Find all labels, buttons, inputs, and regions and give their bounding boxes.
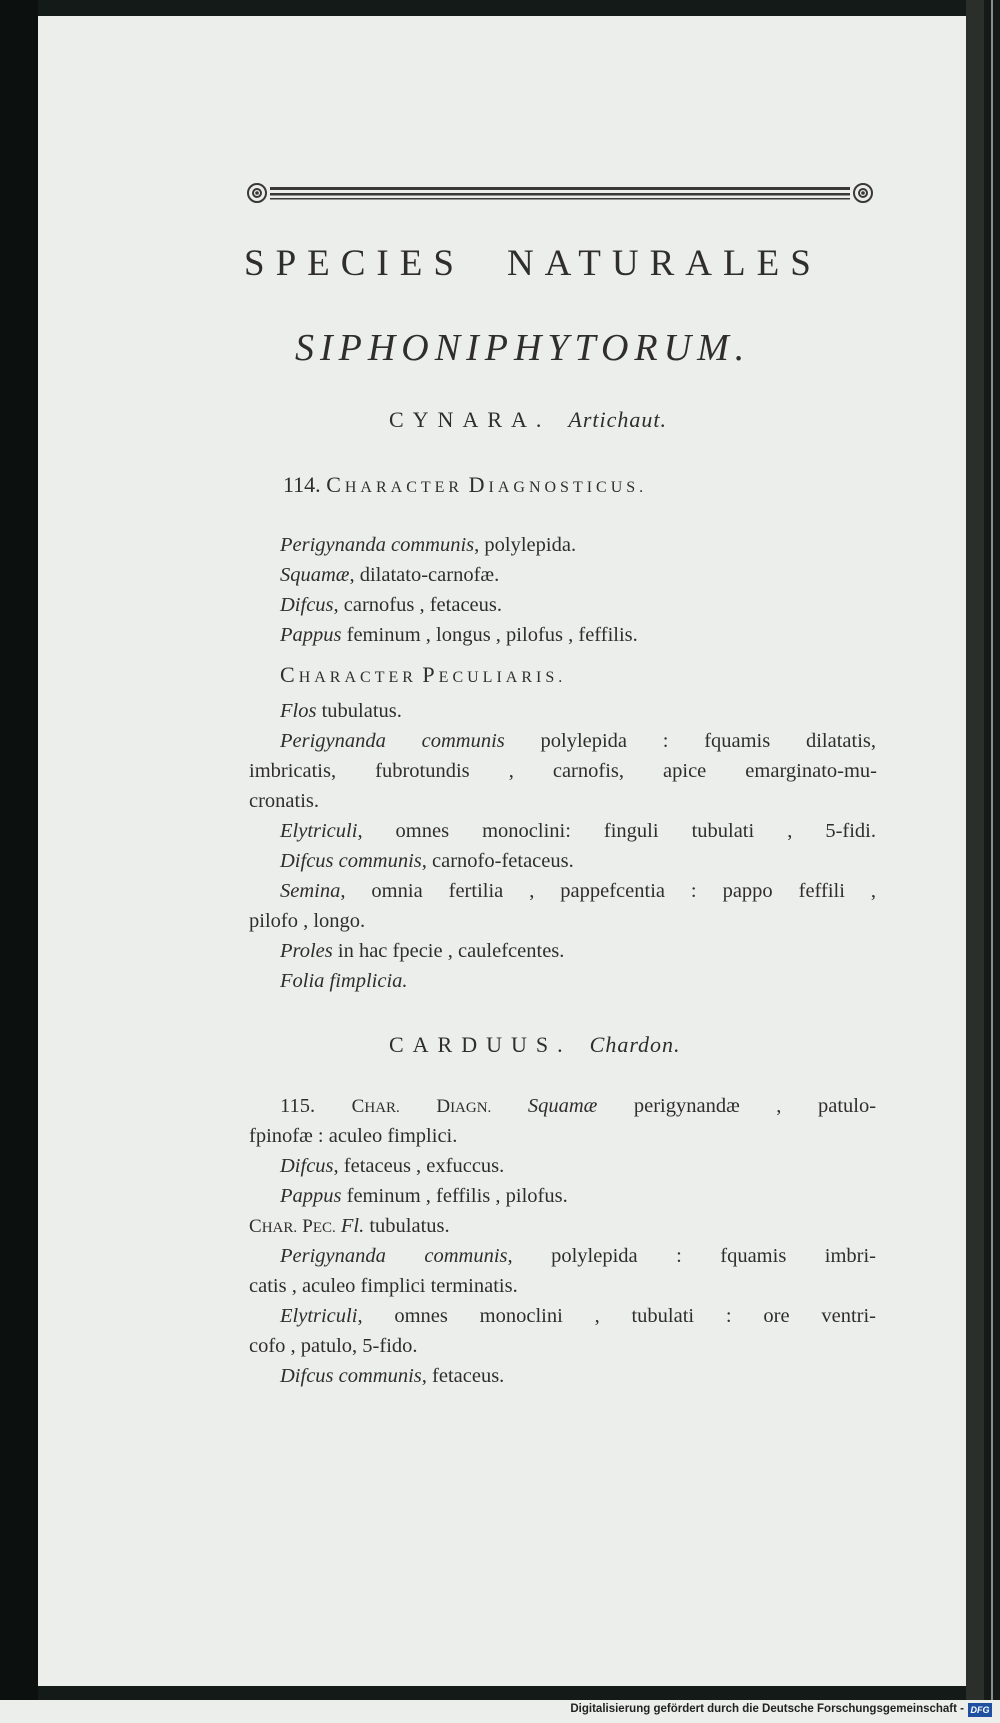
text-line: Difcus communis, fetaceus. bbox=[280, 1365, 505, 1387]
page-subtitle: SIPHONIPHYTORUM. bbox=[295, 327, 751, 369]
text-line: Difcus, fetaceus , exfuccus. bbox=[280, 1155, 505, 1177]
genus-heading-carduus: CARDUUS. Chardon. bbox=[389, 1032, 681, 1057]
funding-credit: Digitalisierung gefördert durch die Deutsche Forschungsgemeinschaft - bbox=[570, 1703, 964, 1715]
page-title: SPECIES NATURALES bbox=[244, 243, 822, 284]
scan-left-margin bbox=[0, 0, 38, 1723]
text-line: Perigynanda communis polylepida : fquamis dilatatis, bbox=[280, 730, 876, 752]
decorative-rule-ornament bbox=[240, 176, 880, 210]
text-line: cronatis. bbox=[249, 790, 320, 812]
text-line: Folia fimplicia. bbox=[280, 970, 408, 992]
text-line: Difcus, carnofus , fetaceus. bbox=[280, 594, 503, 616]
scan-right-margin bbox=[966, 0, 984, 1723]
text-line: Pappus feminum , longus , pilofus , feffilis. bbox=[280, 624, 638, 646]
text-line: catis , aculeo fimplici terminatis. bbox=[249, 1275, 518, 1297]
text-line: Squamæ, dilatato-carnofæ. bbox=[280, 564, 500, 586]
digitization-footer bbox=[0, 1700, 1000, 1723]
text-line: Flos tubulatus. bbox=[280, 700, 402, 722]
text-line: imbricatis, fubrotundis , carnofis, apice emarginato-mu- bbox=[249, 760, 877, 782]
text-line: Elytriculi, omnes monoclini , tubulati : ore ventri- bbox=[280, 1305, 876, 1327]
dfg-logo: DFG bbox=[968, 1703, 992, 1717]
diagnostic-heading: 114. CHARACTER DIAGNOSTICUS. bbox=[283, 472, 648, 497]
peculiar-heading: CHARACTER PECULIARIS. bbox=[280, 662, 567, 687]
text-line: Difcus communis, carnofo-fetaceus. bbox=[280, 850, 574, 872]
scan-edge-line bbox=[991, 0, 993, 1723]
text-line: Elytriculi, omnes monoclini: finguli tubulati , 5-fidi. bbox=[280, 820, 876, 842]
text-line: 115. CHAR. DIAGN. Squamæ perigynandæ , patulo- bbox=[280, 1095, 877, 1117]
text-line: Proles in hac fpecie , caulefcentes. bbox=[280, 940, 565, 962]
text-line: Perigynanda communis, polylepida. bbox=[280, 534, 577, 556]
text-line: Perigynanda communis, polylepida : fquamis imbri- bbox=[280, 1245, 877, 1267]
text-line: Semina, omnia fertilia , pappefcentia : pappo feffili , bbox=[280, 880, 876, 902]
text-line: fpinofæ : aculeo fimplici. bbox=[249, 1125, 458, 1147]
text-line: Pappus feminum , feffilis , pilofus. bbox=[280, 1185, 568, 1207]
text-line: cofo , patulo, 5-fido. bbox=[249, 1335, 418, 1357]
text-line: CHAR. PEC. Fl. tubulatus. bbox=[249, 1215, 450, 1237]
genus-heading-cynara: CYNARA. Artichaut. bbox=[389, 407, 668, 432]
text-line: pilofo , longo. bbox=[249, 910, 366, 932]
